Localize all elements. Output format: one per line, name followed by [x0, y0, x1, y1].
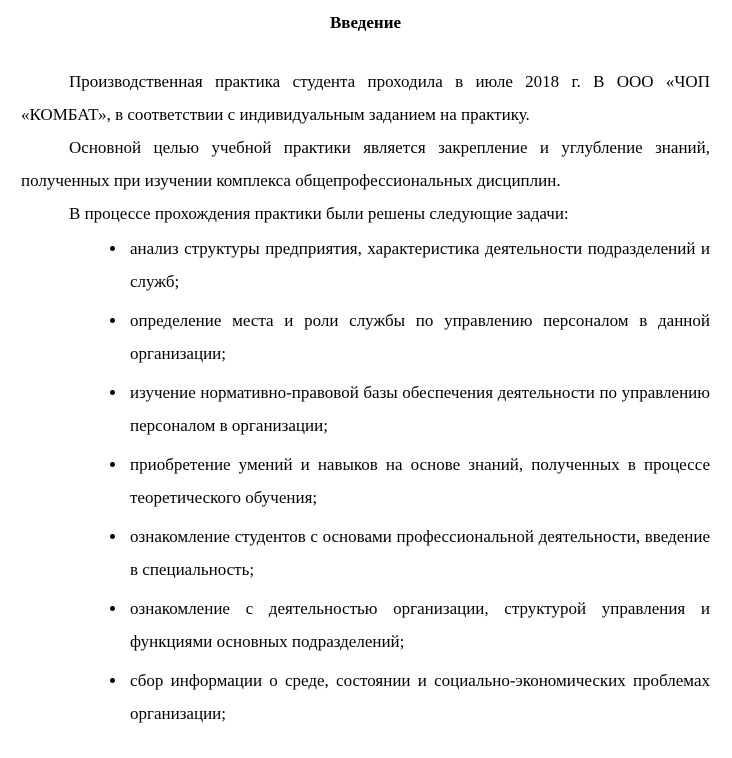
list-item: • сбор информации о среде, состоянии и социально-экономических проблемах организации; — [127, 664, 710, 730]
list-item: • анализ структуры предприятия, характеристика деятельности подразделений и служб; — [127, 232, 710, 298]
list-item: • определение места и роли службы по управлению персоналом в данной организации; — [127, 304, 710, 370]
list-item: • изучение нормативно-правовой базы обеспечения деятельности по управлению персоналом в организации; — [127, 376, 710, 442]
list-item: • приобретение умений и навыков на основе знаний, полученных в процессе теоретического обучения; — [127, 448, 710, 514]
tasks-bullet-list — [21, 232, 710, 730]
paragraph-tasks-lead-in: В процессе прохождения практики были решены следующие задачи: — [69, 204, 569, 223]
paragraph-intro-practice: Производственная практика студента проходила в июле 2018 г. В ООО «ЧОП «КОМБАТ», в соответствии с индивидуальным заданием на практику. — [21, 72, 710, 124]
document-title: Введение — [329, 13, 402, 32]
paragraph-main-goal: Основной целью учебной практики является закрепление и углубление знаний, полученных при изучении комплекса общепрофессиональных дисциплин. — [21, 138, 710, 190]
list-item: • ознакомление с деятельностью организации, структурой управления и функциями основных подразделений; — [127, 592, 710, 658]
list-item: • ознакомление студентов с основами профессиональной деятельности, введение в специальность; — [127, 520, 710, 586]
